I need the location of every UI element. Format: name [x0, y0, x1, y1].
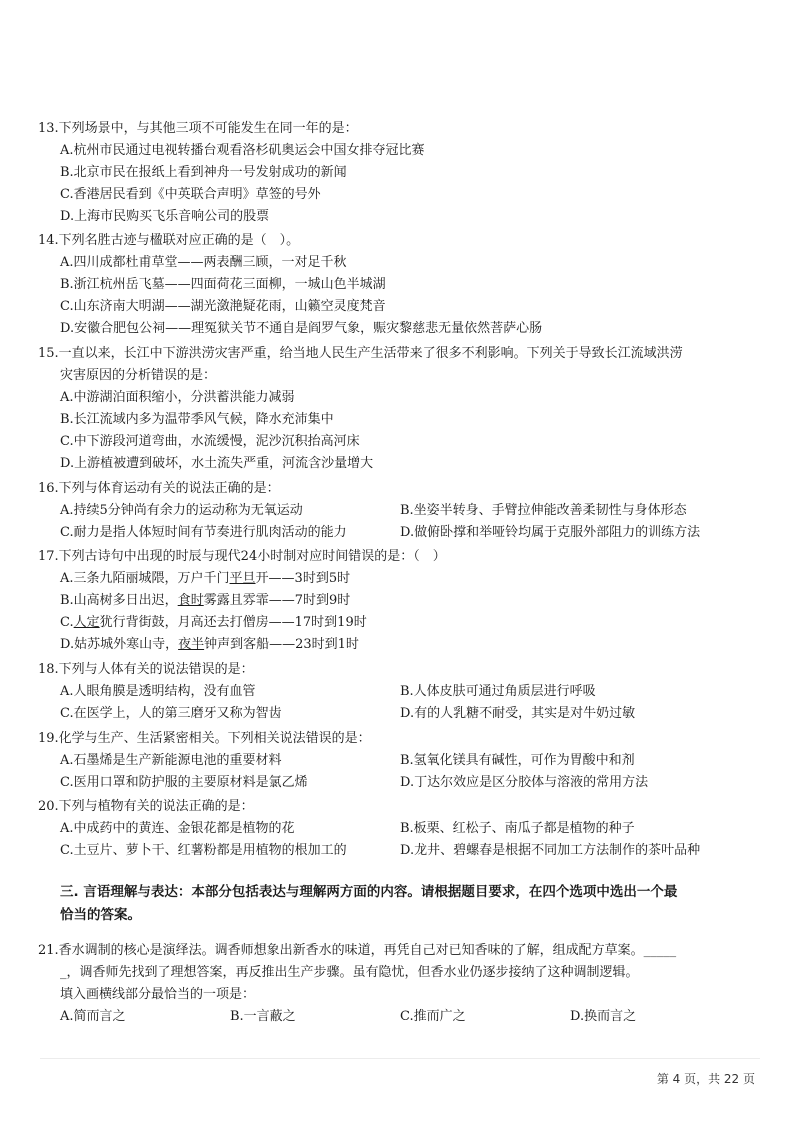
question-17: [38, 546, 768, 656]
question-16: [38, 478, 768, 544]
option-b: B.人体皮肤可通过角质层进行呼吸: [400, 684, 596, 699]
option-b: B.浙江杭州岳飞墓——四面荷花三面柳，一城山色半城湖: [60, 277, 386, 292]
option-c: C.中下游段河道弯曲，水流缓慢，泥沙沉积抬高河床: [60, 434, 360, 449]
option-d: D.安徽合肥包公祠——理冤狱关节不通自是阎罗气象，赈灾黎慈悲无量依然菩萨心肠: [60, 321, 543, 336]
section-header-line2: 恰当的答案。: [60, 907, 141, 923]
question-stem: 21.香水调制的核心是演绎法。调香师想象出新香水的味道，再凭自己对已知香味的了解，组成配方草案。_____: [38, 943, 677, 958]
question-20: [38, 796, 768, 862]
question-stem: 16.下列与体育运动有关的说法正确的是：: [38, 481, 280, 496]
question-stem-continued: _，调香师先找到了理想答案，再反推出生产步骤。虽有隐忧，但香水业仍逐步接纳了这种调制逻辑。: [60, 965, 639, 980]
option-d: D.丁达尔效应是区分胶体与溶液的常用方法: [400, 775, 649, 790]
option-a: A.三条九陌丽城隈，万户千门平旦开——3时到5时: [60, 571, 351, 586]
option-c: C.香港居民看到《中英联合声明》草签的号外: [60, 187, 321, 202]
option-d: D.换而言之: [570, 1009, 637, 1024]
question-21: [38, 940, 768, 1028]
option-d: D.做俯卧撑和举哑铃均属于克服外部阻力的训练方法: [400, 525, 701, 540]
option-c: C.人定犹行背街鼓，月高还去打僧房——17时到19时: [60, 615, 367, 630]
option-b: B.北京市民在报纸上看到神舟一号发射成功的新闻: [60, 165, 347, 180]
option-a: A.中游湖泊面积缩小，分洪蓄洪能力减弱: [60, 390, 295, 405]
option-a: A.石墨烯是生产新能源电池的重要材料: [60, 753, 282, 768]
question-stem-continued: 灾害原因的分析错误的是：: [60, 368, 217, 383]
question-15: [38, 343, 768, 475]
option-a: A.持续5分钟尚有余力的运动称为无氧运动: [60, 503, 303, 518]
option-b: B.长江流域内多为温带季风气候，降水充沛集中: [60, 412, 334, 427]
question-14: [38, 230, 768, 340]
option-b: B.山高树多日出迟，食时雾露且雰霏——7时到9时: [60, 593, 351, 608]
option-a: A.杭州市民通过电视转播台观看洛杉矶奥运会中国女排夺冠比赛: [60, 143, 425, 158]
underlined-term: 食时: [177, 593, 204, 608]
option-c: C.医用口罩和防护服的主要原材料是氯乙烯: [60, 775, 308, 790]
question-stem: 20.下列与植物有关的说法正确的是：: [38, 799, 254, 814]
page-number: 第 4 页，共 22 页: [656, 1072, 755, 1086]
question-stem: 19.化学与生产、生活紧密相关。下列相关说法错误的是：: [38, 731, 371, 746]
question-18: [38, 659, 768, 725]
option-b: B.一言蔽之: [230, 1009, 296, 1024]
option-c: C.土豆片、萝卜干、红薯粉都是用植物的根加工的: [60, 843, 347, 858]
option-a: A.四川成都杜甫草堂——两表酬三顾，一对足千秋: [60, 255, 347, 270]
section-header: [60, 881, 760, 927]
option-d: D.龙井、碧螺春是根据不同加工方法制作的茶叶品种: [400, 843, 701, 858]
option-c: C.在医学上，人的第三磨牙又称为智齿: [60, 706, 282, 721]
option-d: D.姑苏城外寒山寺，夜半钟声到客船——23时到1时: [60, 637, 359, 652]
underlined-term: 平旦: [229, 571, 256, 586]
option-d: D.有的人乳糖不耐受，其实是对牛奶过敏: [400, 706, 636, 721]
option-d: D.上游植被遭到破坏，水土流失严重，河流含沙量增大: [60, 456, 374, 471]
option-c: C.耐力是指人体短时间有节奏进行肌肉活动的能力: [60, 525, 347, 540]
question-stem: 17.下列古诗句中出现的时辰与现代24小时制对应时间错误的是：（ ）: [38, 549, 446, 564]
question-stem: 13.下列场景中，与其他三项不可能发生在同一年的是：: [38, 121, 358, 136]
underlined-term: 夜半: [178, 637, 205, 652]
option-a: A.简而言之: [60, 1009, 126, 1024]
option-b: B.板栗、红松子、南瓜子都是植物的种子: [400, 821, 635, 836]
section-header-line1: 三. 言语理解与表达：本部分包括表达与理解两方面的内容。请根据题目要求，在四个选项中选出一个最: [60, 884, 678, 900]
question-stem: 15.一直以来，长江中下游洪涝灾害严重，给当地人民生产生活带来了很多不利影响。下列关于导致长江流域洪涝: [38, 346, 683, 361]
footer-divider: [40, 1058, 760, 1059]
option-c: C.山东济南大明湖——湖光潋滟疑花雨，山籁空灵度梵音: [60, 299, 386, 314]
question-stem: 14.下列名胜古迹与楹联对应正确的是（ ）。: [38, 233, 300, 248]
option-a: A.中成药中的黄连、金银花都是植物的花: [60, 821, 295, 836]
question-prompt: 填入画横线部分最恰当的一项是：: [60, 987, 256, 1002]
question-19: [38, 728, 768, 794]
option-d: D.上海市民购买飞乐音响公司的股票: [60, 209, 270, 224]
option-b: B.坐姿半转身、手臂拉伸能改善柔韧性与身体形态: [400, 503, 687, 518]
underlined-term: 人定: [73, 615, 100, 630]
question-13: [38, 118, 768, 228]
question-stem: 18.下列与人体有关的说法错误的是：: [38, 662, 254, 677]
option-a: A.人眼角膜是透明结构，没有血管: [60, 684, 256, 699]
option-b: B.氢氧化镁具有碱性，可作为胃酸中和剂: [400, 753, 635, 768]
option-c: C.推而广之: [400, 1009, 466, 1024]
